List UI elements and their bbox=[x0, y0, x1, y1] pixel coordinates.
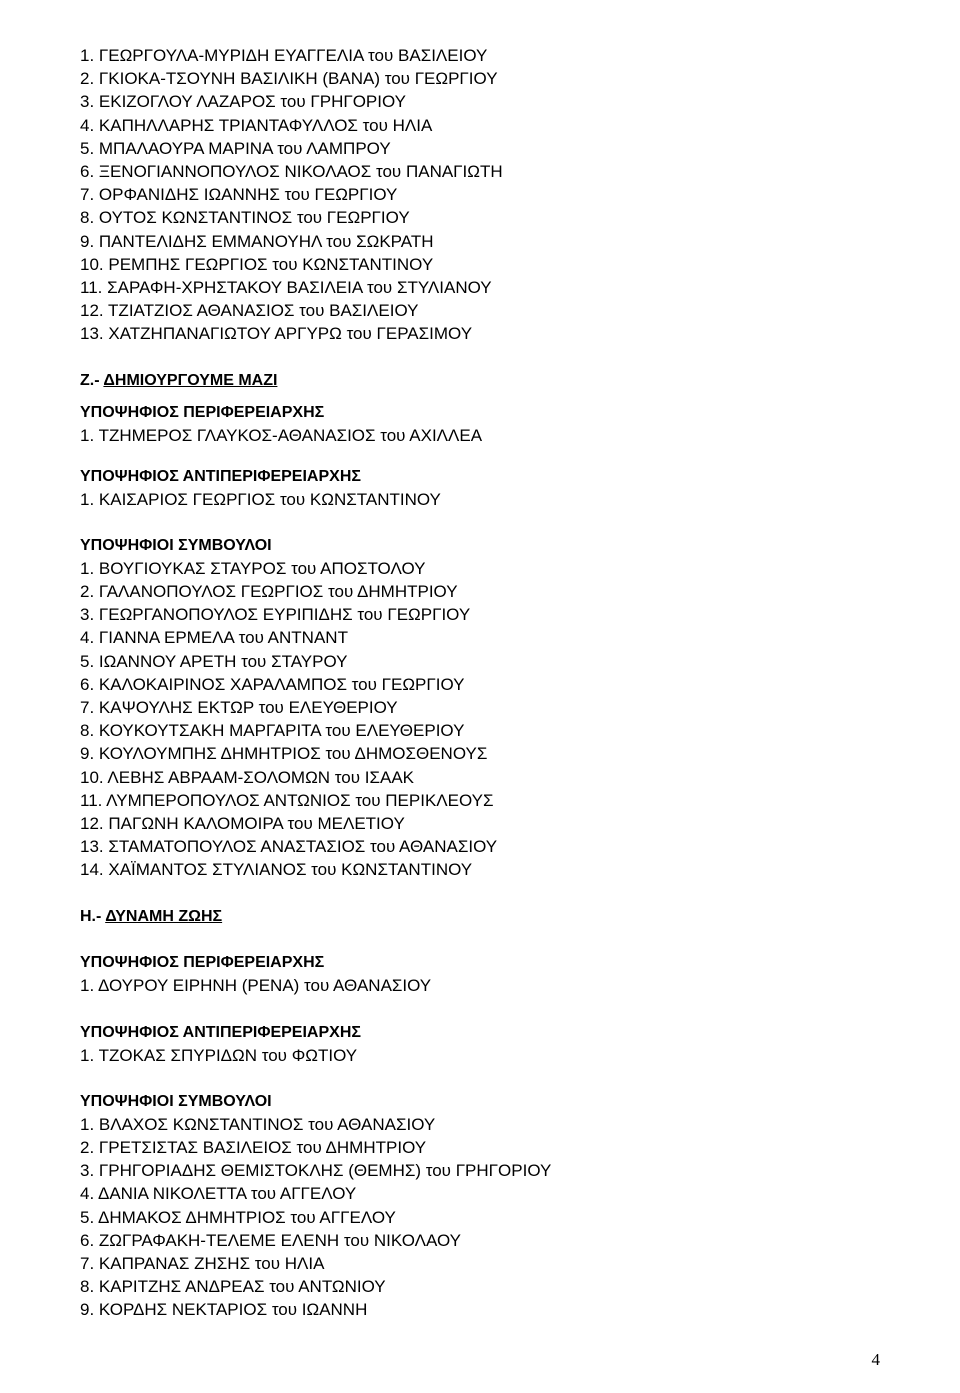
vice-governor-heading: ΥΠΟΨΗΦΙΟΣ ΑΝΤΙΠΕΡΙΦΕΡΕΙΑΡΧΗΣ bbox=[80, 467, 361, 485]
document-page bbox=[80, 44, 920, 1322]
list-item: 5. ΜΠΑΛΑΟΥΡΑ ΜΑΡΙΝΑ του ΛΑΜΠΡΟΥ bbox=[80, 138, 391, 158]
party-heading bbox=[80, 369, 920, 392]
vice-governor-heading: ΥΠΟΨΗΦΙΟΣ ΑΝΤΙΠΕΡΙΦΕΡΕΙΑΡΧΗΣ bbox=[80, 1023, 361, 1041]
party-prefix: Η.- bbox=[80, 908, 106, 926]
list-item: 4. ΚΑΠΗΛΛΑΡΗΣ ΤΡΙΑΝΤΑΦΥΛΛΟΣ του ΗΛΙΑ bbox=[80, 115, 433, 135]
party-name: ΔΥΝΑΜΗ ΖΩΗΣ bbox=[105, 908, 223, 926]
list-item: 1. ΒΛΑΧΟΣ ΚΩΝΣΤΑΝΤΙΝΟΣ του ΑΘΑΝΑΣΙΟΥ bbox=[80, 1114, 436, 1134]
councillors-heading: ΥΠΟΨΗΦΙΟΙ ΣΥΜΒΟΥΛΟΙ bbox=[80, 1092, 272, 1110]
section-h bbox=[80, 905, 920, 1321]
list-item: 1. ΒΟΥΓΙΟΥΚΑΣ ΣΤΑΥΡΟΣ του ΑΠΟΣΤΟΛΟΥ bbox=[80, 558, 426, 578]
list-item: 7. ΚΑΠΡΑΝΑΣ ΖΗΣΗΣ του ΗΛΙΑ bbox=[80, 1253, 325, 1273]
list-item: 2. ΓΡΕΤΣΙΣΤΑΣ ΒΑΣΙΛΕΙΟΣ του ΔΗΜΗΤΡΙΟΥ bbox=[80, 1138, 427, 1157]
list-item: 1. ΚΑΙΣΑΡΙΟΣ ΓΕΩΡΓΙΟΣ του ΚΩΝΣΤΑΝΤΙΝΟΥ bbox=[80, 489, 441, 509]
list-item: 5. ΙΩΑΝΝΟΥ ΑΡΕΤΗ του ΣΤΑΥΡΟΥ bbox=[80, 651, 348, 671]
list-item: 2. ΓΚΙΟΚΑ-ΤΣΟΥΝΗ ΒΑΣΙΛΙΚΗ (ΒΑΝΑ) του ΓΕΩΡΓΙΟΥ bbox=[80, 69, 498, 89]
list-item: 9. ΠΑΝΤΕΛΙΔΗΣ ΕΜΜΑΝΟΥΗΛ του ΣΩΚΡΑΤΗ bbox=[80, 231, 434, 251]
list-item: 1. ΤΖΟΚΑΣ ΣΠΥΡΙΔΩΝ του ΦΩΤΙΟΥ bbox=[80, 1045, 358, 1065]
list-item: 1. ΓΕΩΡΓΟΥΛΑ-ΜΥΡΙΔΗ ΕΥΑΓΓΕΛΙΑ του ΒΑΣΙΛΕΙΟΥ bbox=[80, 46, 488, 65]
page-number: 4 bbox=[871, 1350, 880, 1369]
list-item: 3. ΕΚΙΖΟΓΛΟΥ ΛΑΖΑΡΟΣ του ΓΡΗΓΟΡΙΟΥ bbox=[80, 92, 407, 112]
list-item: 14. ΧΑΪΜΑΝΤΟΣ ΣΤΥΛΙΑΝΟΣ του ΚΩΝΣΤΑΝΤΙΝΟΥ bbox=[80, 860, 473, 880]
party-name: ΔΗΜΙΟΥΡΓΟΥΜΕ ΜΑΖΙ bbox=[103, 372, 278, 390]
list-item: 4. ΔΑΝΙΑ ΝΙΚΟΛΕΤΤΑ του ΑΓΓΕΛΟΥ bbox=[80, 1184, 357, 1204]
list-item: 8. ΟΥΤΟΣ ΚΩΝΣΤΑΝΤΙΝΟΣ του ΓΕΩΡΓΙΟΥ bbox=[80, 208, 410, 228]
list-item: 10. ΡΕΜΠΗΣ ΓΕΩΡΓΙΟΣ του ΚΩΝΣΤΑΝΤΙΝΟΥ bbox=[80, 254, 434, 274]
list-item: 9. ΚΟΥΛΟΥΜΠΗΣ ΔΗΜΗΤΡΙΟΣ του ΔΗΜΟΣΘΕΝΟΥΣ bbox=[80, 744, 488, 764]
party-heading bbox=[80, 905, 920, 928]
list-item: 7. ΚΑΨΟΥΛΗΣ ΕΚΤΩΡ του ΕΛΕΥΘΕΡΙΟΥ bbox=[80, 697, 398, 717]
list-item: 9. ΚΟΡΔΗΣ ΝΕΚΤΑΡΙΟΣ του ΙΩΑΝΝΗ bbox=[80, 1300, 368, 1320]
list-item: 6. ΖΩΓΡΑΦΑΚΗ-ΤΕΛΕΜΕ ΕΛΕΝΗ του ΝΙΚΟΛΑΟΥ bbox=[80, 1230, 461, 1250]
list-item: 6. ΚΑΛΟΚΑΙΡΙΝΟΣ ΧΑΡΑΛΑΜΠΟΣ του ΓΕΩΡΓΙΟΥ bbox=[80, 674, 465, 694]
list-item: 12. ΠΑΓΩΝΗ ΚΑΛΟΜΟΙΡΑ του ΜΕΛΕΤΙΟΥ bbox=[80, 813, 405, 833]
list-item: 12. ΤΖΙΑΤΖΙΟΣ ΑΘΑΝΑΣΙΟΣ του ΒΑΣΙΛΕΙΟΥ bbox=[80, 301, 419, 321]
list-item: 11. ΛΥΜΠΕΡΟΠΟΥΛΟΣ ΑΝΤΩΝΙΟΣ του ΠΕΡΙΚΛΕΟΥΣ bbox=[80, 790, 494, 810]
list-item: 11. ΣΑΡΑΦΗ-ΧΡΗΣΤΑΚΟΥ ΒΑΣΙΛΕΙΑ του ΣΤΥΛΙΑΝΟΥ bbox=[80, 277, 492, 297]
list-item: 10. ΛΕΒΗΣ ΑΒΡΑΑΜ-ΣΟΛΟΜΩΝ του ΙΣΑΑΚ bbox=[80, 767, 414, 787]
list-item: 2. ΓΑΛΑΝΟΠΟΥΛΟΣ ΓΕΩΡΓΙΟΣ του ΔΗΜΗΤΡΙΟΥ bbox=[80, 582, 458, 601]
list-item: 8. ΚΟΥΚΟΥΤΣΑΚΗ ΜΑΡΓΑΡΙΤΑ του ΕΛΕΥΘΕΡΙΟΥ bbox=[80, 721, 465, 741]
list-item: 5. ΔΗΜΑΚΟΣ ΔΗΜΗΤΡΙΟΣ του ΑΓΓΕΛΟΥ bbox=[80, 1207, 396, 1227]
list-item: 6. ΞΕΝΟΓΙΑΝΝΟΠΟΥΛΟΣ ΝΙΚΟΛΑΟΣ του ΠΑΝΑΓΙΩΤΗ bbox=[80, 161, 503, 181]
governor-heading: ΥΠΟΨΗΦΙΟΣ ΠΕΡΙΦΕΡΕΙΑΡΧΗΣ bbox=[80, 404, 325, 422]
list-item: 1. ΤΖΗΜΕΡΟΣ ΓΛΑΥΚΟΣ-ΑΘΑΝΑΣΙΟΣ του ΑΧΙΛΛΕΑ bbox=[80, 426, 483, 446]
list-item: 13. ΧΑΤΖΗΠΑΝΑΓΙΩΤΟΥ ΑΡΓΥΡΩ του ΓΕΡΑΣΙΜΟΥ bbox=[80, 324, 473, 344]
list-item: 1. ΔΟΥΡΟΥ ΕΙΡΗΝΗ (ΡΕΝΑ) του ΑΘΑΝΑΣΙΟΥ bbox=[80, 976, 432, 996]
governor-heading: ΥΠΟΨΗΦΙΟΣ ΠΕΡΙΦΕΡΕΙΑΡΧΗΣ bbox=[80, 954, 325, 972]
list-item: 13. ΣΤΑΜΑΤΟΠΟΥΛΟΣ ΑΝΑΣΤΑΣΙΟΣ του ΑΘΑΝΑΣΙΟΥ bbox=[80, 837, 498, 857]
party-prefix: Ζ.- bbox=[80, 372, 104, 390]
list-item: 3. ΓΡΗΓΟΡΙΑΔΗΣ ΘΕΜΙΣΤΟΚΛΗΣ (ΘΕΜΗΣ) του ΓΡΗΓΟΡΙΟΥ bbox=[80, 1161, 552, 1181]
list-item: 4. ΓΙΑΝΝΑ ΕΡΜΕΛΑ του ΑΝΤΝΑΝΤ bbox=[80, 628, 348, 648]
list-item: 7. ΟΡΦΑΝΙΔΗΣ ΙΩΑΝΝΗΣ του ΓΕΩΡΓΙΟΥ bbox=[80, 185, 398, 205]
list-item: 8. ΚΑΡΙΤΖΗΣ ΑΝΔΡΕΑΣ του ΑΝΤΩΝΙΟΥ bbox=[80, 1277, 386, 1297]
list-item: 3. ΓΕΩΡΓΑΝΟΠΟΥΛΟΣ ΕΥΡΙΠΙΔΗΣ του ΓΕΩΡΓΙΟΥ bbox=[80, 605, 471, 625]
top-candidate-list bbox=[80, 44, 920, 345]
section-z bbox=[80, 369, 920, 881]
councillors-heading: ΥΠΟΨΗΦΙΟΙ ΣΥΜΒΟΥΛΟΙ bbox=[80, 536, 272, 554]
